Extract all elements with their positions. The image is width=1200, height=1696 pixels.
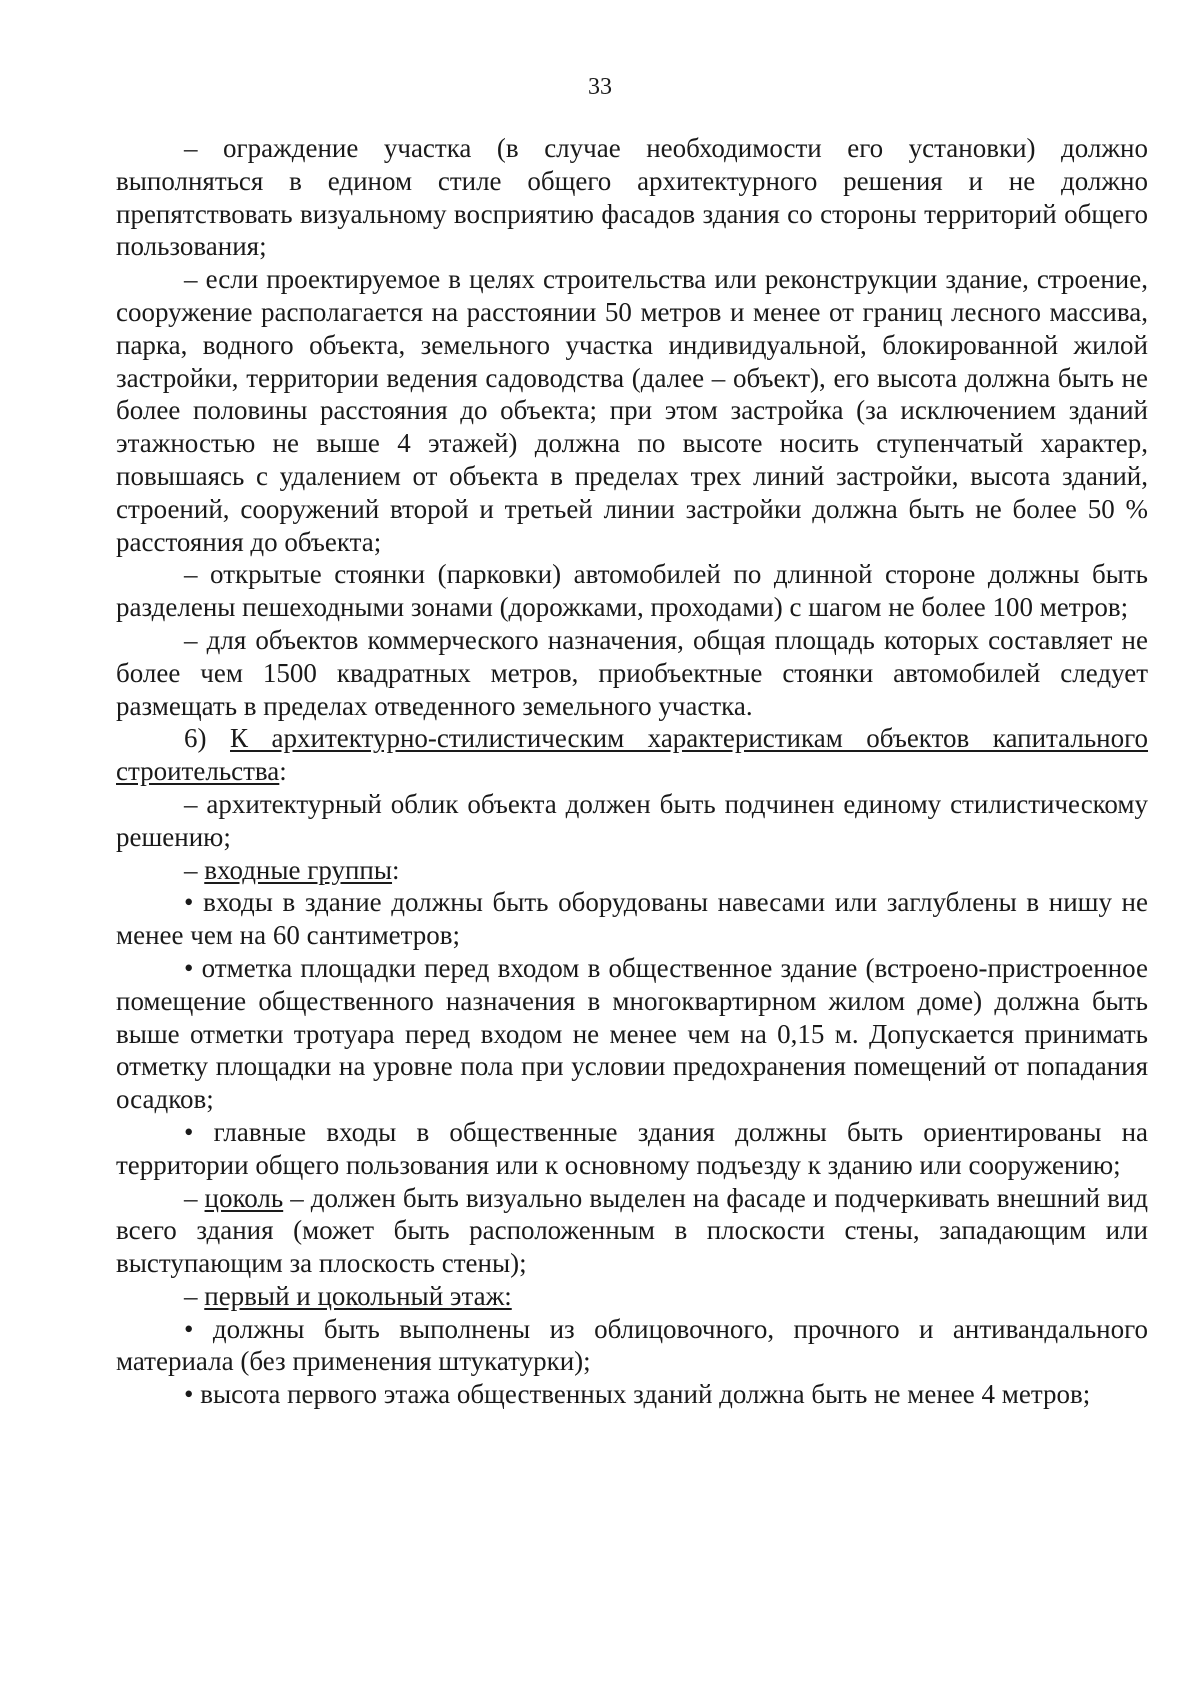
bullet-facing-material: • должны быть выполнены из облицовочного, прочного и антивандального материала (без применения штукатурки); — [116, 1313, 1148, 1377]
paragraph-plinth: – цоколь – должен быть визуально выделен на фасаде и подчеркивать внешний вид всего здания (может быть расположенным в плоскости стены, западающим или выступающим за плоскость стены); — [116, 1182, 1149, 1279]
bullet-entrance-canopies: • входы в здание должны быть оборудованы навесами или заглублены в нишу не менее чем на 60 сантиметров; — [116, 887, 1148, 951]
underlined-heading: цоколь — [204, 1182, 284, 1213]
paragraph-entrance-groups-heading: – входные группы: — [184, 854, 400, 885]
bullet-entrance-platform-level: • отметка площадки перед входом в общественное здание (встроено-пристроенное помещение общественного назначения в многоквартирном жилом доме) должна быть выше отметки тротуара перед входом не менее чем на 0,15 м. Допускается принимать отметку площадки на уровне пола при условии предохранения помещений от попадания осадков; — [116, 952, 1148, 1115]
paragraph-architectural-appearance: – архитектурный облик объекта должен быть подчинен единому стилистическому решению; — [116, 788, 1148, 852]
underlined-heading: входные группы — [204, 854, 393, 885]
paragraph-parking-zones: – открытые стоянки (парковки) автомобилей по длинной стороне должны быть разделены пешеходными зонами (дорожками, проходами) с шагом не более 100 метров; — [116, 559, 1148, 623]
paragraph-section-6-heading: 6) К архитектурно-стилистическим характеристикам объектов капитального строительства: — [116, 723, 1149, 787]
paragraph-building-height: – если проектируемое в целях строительства или реконструкции здание, строение, сооружение располагается на расстоянии 50 метров и менее от границ лесного массива, парка, водного объекта, земельного участка индивидуальной, блокированной жилой застройки, территории ведения садоводства (далее – объект), его высота должна быть не более половины расстояния до объекта; при этом застройка (за исключением зданий этажностью не выше 4 этажей) должна по высоте носить ступенчатый характер, повышаясь с удалением от объекта в пределах трех линий застройки, высота зданий, строений, сооружений второй и третьей линии застройки должна быть не более 50 % расстояния до объекта; — [116, 264, 1148, 557]
underlined-heading: первый и цокольный этаж: — [204, 1280, 512, 1311]
document-body — [116, 132, 1148, 1411]
bullet-first-floor-height: • высота первого этажа общественных зданий должна быть не менее 4 метров; — [184, 1379, 1091, 1410]
paragraph-fence-style: – ограждение участка (в случае необходимости его установки) должно выполняться в едином стиле общего архитектурного решения и не должно препятствовать визуальному восприятию фасадов здания со стороны территорий общего пользования; — [116, 133, 1148, 262]
paragraph-commercial-parking: – для объектов коммерческого назначения, общая площадь которых составляет не более чем 1500 квадратных метров, приобъектные стоянки автомобилей следует размещать в пределах отведенного земельного участка. — [116, 624, 1148, 721]
paragraph-ground-floor-heading: – первый и цокольный этаж: — [184, 1280, 512, 1311]
bullet-main-entrances-orientation: • главные входы в общественные здания должны быть ориентированы на территории общего пользования или к основному подъезду к зданию или сооружению; — [116, 1116, 1148, 1180]
underlined-heading: К архитектурно-стилистическим характеристикам объектов капитального строительства — [116, 723, 1149, 787]
page-number: 33 — [588, 74, 612, 100]
